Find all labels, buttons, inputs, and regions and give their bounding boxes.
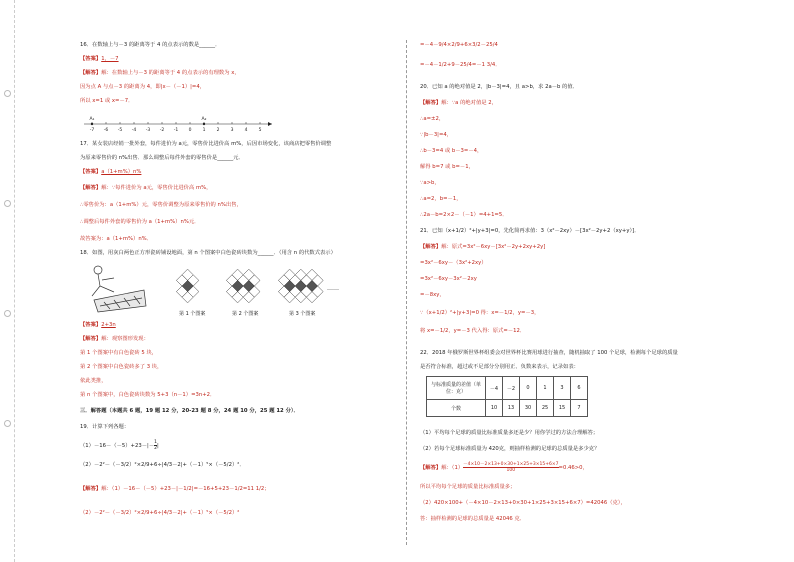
table-row [427, 377, 588, 400]
axis-tick-label: 2 [216, 128, 220, 133]
q21-solution-1: 【解答】解：原式=3x²－6xy－[3x²－2y+2xy+2y] [420, 244, 546, 250]
q16-solution-3: 所以 x=1 或 x=－7． [80, 98, 134, 104]
q20-solution-6: ∵a>b， [420, 180, 440, 186]
axis-tick-label: -2 [159, 128, 165, 133]
q18-solution-4: 依此类推， [80, 378, 107, 384]
q18-answer: 【答案】2+3n [80, 322, 116, 328]
q22-question-1: 22．2018 年俄罗斯世界杯组委会对世界杯比赛用球进行抽查，随机抽取了 100 个足球，检测每个足球的质量 [420, 350, 678, 356]
binding-margin [0, 0, 15, 562]
pattern-caption-1: 第 1 个图案 [179, 311, 206, 317]
q20-solution-5: 解得 b=7 或 b=－1， [420, 164, 474, 170]
q22-solution-4: 答：抽样检测的足球的总质量是 42046 克． [420, 516, 525, 522]
q22-solution-2: 所以平均每个足球的质量比标准质量多； [420, 484, 516, 490]
table-cell: 13 [503, 400, 520, 417]
q20-solution-1: 【解答】解：∵a 的绝对值是 2， [420, 100, 497, 106]
worker-illustration [92, 266, 146, 312]
q18-figure [84, 262, 344, 317]
axis-tick-label: -7 [89, 128, 95, 133]
q17-solution-4: 故答案为：a（1+m%）n%． [80, 236, 153, 242]
axis-tick-label: -1 [173, 128, 179, 133]
right-column [420, 0, 794, 562]
q20-solution-2: ∴a=±2， [420, 116, 445, 122]
q20-solution-3: ∵|b－3|=4， [420, 132, 453, 138]
q17-question-1: 17．某女装店经销一批外套，每件进价为 a元，零售价比进价高 m%，后因市场变化，该商店把零售价调整 [80, 141, 332, 147]
q19-part-1: （1）－16－（－5）+23－|－ $\frac{1}{2}|$ [80, 440, 159, 451]
axis-tick-label: 3 [230, 128, 234, 133]
axis-tick-label: 4 [244, 128, 248, 133]
q22-solution-3: （2）420×100+（－4×10－2×13+0×30+1×25+3×15+6×7）=42046（克）， [420, 500, 626, 506]
q18-solution-5: 第 n 个图案中，白色瓷砖块数为 5+3（n－1）=3n+2． [80, 392, 216, 398]
axis-point-label: A₂ [201, 117, 207, 122]
q18-solution-1: 【解答】解：观察图形发现： [80, 336, 149, 342]
axis-tick-label: 0 [188, 128, 192, 133]
q17-answer: 【答案】a（1+m%）n% [80, 169, 142, 175]
pattern-ellipsis: …… [327, 285, 339, 292]
pattern-caption-2: 第 2 个图案 [232, 311, 259, 317]
q18-solution-2: 第 1 个图案中有白色瓷砖 5 块， [80, 350, 158, 356]
q17-solution-1: 【解答】解：∵每件进价为 a元，零售价比进价高 m%， [80, 185, 212, 191]
q19-answer-1: 【解答】解：（1）－16－（－5）+23－|－1/2|=－16+5+23－1/2=11 1/2； [80, 486, 270, 492]
axis-arrow [268, 122, 272, 126]
pattern-caption-3: 第 3 个图案 [289, 311, 316, 317]
q21-solution-2: =3x²－6xy－（3x²+2xy） [420, 260, 487, 266]
q21-question: 21．已知（x+1/2）²+|y+3|=0，先化简再求值：3（x²－2xy）－[3x²－2y+2（xy+y）]． [420, 228, 640, 234]
table-cell: 0 [520, 377, 537, 400]
section-3-heading: 三．解答题（本题共 6 题，19 题 12 分，20-23 题 8 分，24 题 10 分，25 题 12 分）． [80, 408, 299, 414]
q16-answer: 【答案】1，－7 [80, 56, 119, 62]
axis-tick-label: -4 [131, 128, 137, 133]
axis-point-label: A₁ [89, 117, 95, 122]
q17-solution-3: ∴调整后每件外套的零售价为 a（1+m%）n%元． [80, 219, 200, 225]
table-cell: －2 [503, 377, 520, 400]
q18-solution-3: 第 2 个图案中白色瓷砖多了 3 块， [80, 364, 163, 370]
q20-solution-8: ∴2a－b=2×2－（－1）=4+1=5． [420, 212, 508, 218]
axis-tick-label: -5 [117, 128, 123, 133]
table-cell: 3 [554, 377, 571, 400]
axis-tick-label: -3 [145, 128, 151, 133]
axis-tick-label: 1 [202, 128, 206, 133]
q20-question: 20．已知 a 的绝对值是 2，|b－3|=4，且 a>b，求 2a－b 的值． [420, 84, 578, 90]
table-cell: 15 [554, 400, 571, 417]
table-row [427, 400, 588, 417]
axis-point [91, 123, 93, 125]
q22-sub-2: （2）若每个足球标准质量为 420克，则抽样检测的足球的总质量是多少克？ [420, 446, 600, 452]
q19-question: 19．计算下列各题： [80, 424, 130, 430]
q22-solution-1: 【解答】解：（1） $\frac{-4\times 10-2\times 13+0\times 30+1\times 25+3\times 15+6\times 7}{100}=0.46>0$， [420, 462, 588, 473]
q19-part-2: （2）－2²－（－3/2）²×2/9+6÷|4/3－2|+（－1）⁵×（－5/2）²． [80, 462, 245, 468]
q22-data-table [426, 376, 588, 417]
q20-solution-7: ∴a=2，b=－1， [420, 196, 462, 202]
axis-tick-label: -6 [103, 128, 109, 133]
table-cell: 6 [571, 377, 588, 400]
q21-solution-4: =－8xy， [420, 292, 445, 298]
table-cell: －4 [486, 377, 503, 400]
q21-solution-5: ∵（x+1/2）²+|y+3|=0 得：x=－1/2，y=－3， [420, 310, 540, 316]
table-cell: 7 [571, 400, 588, 417]
q22-sub-1: （1）平均每个足球的质量比标准质量多还是少？用你学过的方法合理解答； [420, 430, 599, 436]
table-cell: 1 [537, 377, 554, 400]
table-header-cell: 与标准质量的差值（单位：克） [427, 377, 486, 400]
q22-question-2: 是否符合标准，超过或不足部分分别用正、负数来表示，记录如表： [420, 364, 579, 370]
q17-solution-2: ∴零售价为：a（1+m%）元，零售价调整为原来零售价的 n%出售， [80, 202, 242, 208]
q19-answer-2: （2）－2²－（－3/2）²×2/9+6÷|4/3－2|+（－1）⁵×（－5/2）² [80, 510, 240, 516]
q18-question: 18．如图，用灰白两色正方形瓷砖铺设地面，第 n 个图案中白色瓷砖块数为______．（用含 n 的代数式表示） [80, 250, 336, 256]
axis-point [203, 123, 205, 125]
q21-solution-6: 将 x=－1/2，y=－3 代入得：原式=－12． [420, 328, 526, 334]
number-line [80, 112, 400, 134]
q16-question: 16．在数轴上与－3 的距离等于 4 的点表示的数是______． [80, 42, 221, 48]
q16-solution-1: 【解答】解：在数轴上与－3 的距离等于 4 的点表示的有理数为 x， [80, 70, 240, 76]
q20-solution-4: ∴b－3=4 或 b－3=－4， [420, 148, 483, 154]
q21-solution-3: =3x²－6xy－3x²－2xy [420, 276, 477, 282]
left-column [80, 0, 460, 562]
q19-calc-1: =－4－9/4×2/9+6×3/2－25/4 [420, 42, 498, 48]
table-cell: 25 [537, 400, 554, 417]
table-cell: 30 [520, 400, 537, 417]
q16-solution-2: 因为点 A 与点－3 的距离为 4，即|x－（－1）|=4， [80, 84, 206, 90]
table-header-cell: 个数 [427, 400, 486, 417]
q17-question-2: 为原来零售价的 n%出售．那么调整后每件外套的零售价是______元． [80, 155, 244, 161]
table-cell: 10 [486, 400, 503, 417]
q19-calc-2: =－4－1/2+9－25/4=－1 3/4． [420, 62, 501, 68]
axis-tick-label: 5 [258, 128, 262, 133]
